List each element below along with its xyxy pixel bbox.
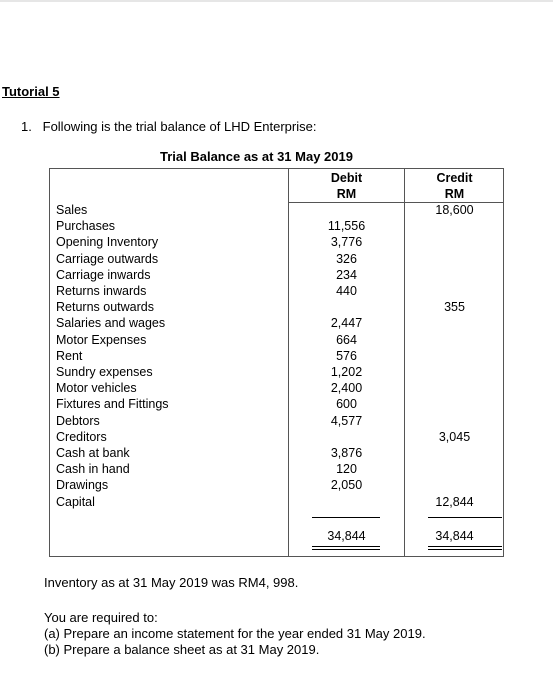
table-row: [50, 218, 503, 234]
question-number: 1.: [21, 119, 32, 134]
account-name: Carriage inwards: [56, 267, 151, 282]
debit-amount: 440: [336, 284, 357, 298]
credit-amount: 18,600: [435, 203, 474, 217]
table-row: [50, 251, 503, 267]
account-name: Cash in hand: [56, 462, 130, 477]
table-row: [50, 315, 503, 331]
table-row: [50, 494, 503, 510]
total-debit: 34,844: [327, 529, 366, 543]
credit-amount: 355: [444, 300, 465, 315]
debit-amount: 3,776: [330, 235, 363, 250]
page-heading: Tutorial 5: [2, 84, 60, 99]
debit-currency-label: RM: [336, 187, 357, 201]
account-name: Rent: [56, 348, 83, 363]
table-row: [50, 202, 503, 218]
account-name: Opening Inventory: [56, 235, 159, 250]
account-name: Salaries and wages: [56, 316, 166, 331]
debit-amount: 4,577: [330, 413, 363, 428]
debit-amount: 2,447: [330, 316, 363, 331]
account-name: Returns outwards: [56, 300, 154, 315]
table-row: [50, 445, 503, 461]
debit-amount: 326: [336, 251, 357, 266]
debit-column-header: [289, 170, 404, 202]
debit-amount: 664: [336, 332, 357, 347]
account-name: Debtors: [56, 413, 100, 428]
account-name: Drawings: [56, 478, 109, 493]
table-row: [50, 413, 503, 429]
account-name: Cash at bank: [56, 446, 130, 460]
inventory-note: Inventory as at 31 May 2019 was RM4, 998.: [44, 575, 299, 590]
credit-column-header: [405, 170, 504, 202]
table-row: [50, 283, 503, 299]
account-name: Sundry expenses: [56, 365, 153, 379]
account-name: Motor vehicles: [56, 381, 137, 396]
table-row: [50, 477, 503, 493]
account-name: Fixtures and Fittings: [56, 397, 169, 412]
question-body: Following is the trial balance of LHD Enterprise:: [42, 119, 317, 134]
account-name: Returns inwards: [56, 284, 147, 298]
debit-amount: 1,202: [330, 365, 363, 379]
table-row: [50, 348, 503, 364]
debit-amount: 2,050: [330, 478, 363, 493]
table-row: [50, 364, 503, 380]
top-border: [0, 0, 553, 2]
account-name: Motor Expenses: [56, 332, 147, 347]
requirement-b: (b) Prepare a balance sheet as at 31 May 2019.: [44, 642, 320, 657]
table-row: [50, 429, 503, 445]
requirements-block: [44, 610, 426, 658]
credit-header-label: Credit: [436, 171, 473, 185]
total-credit: 34,844: [435, 529, 474, 543]
trial-balance-table: [49, 168, 504, 557]
credit-amount: 3,045: [438, 429, 471, 444]
debit-header-label: Debit: [330, 171, 363, 185]
credit-subtotal-line: [428, 517, 502, 518]
debit-amount: 3,876: [330, 446, 363, 460]
trial-balance-title: Trial Balance as at 31 May 2019: [160, 149, 353, 164]
debit-subtotal-line: [312, 517, 380, 518]
debit-amount: 234: [336, 267, 357, 282]
table-row: [50, 461, 503, 477]
account-name: Purchases: [56, 219, 116, 234]
table-row: [50, 267, 503, 283]
account-name: Carriage outwards: [56, 251, 159, 266]
credit-amount: 12,844: [435, 494, 474, 509]
account-name: Sales: [56, 203, 88, 217]
requirement-a: (a) Prepare an income statement for the year ended 31 May 2019.: [44, 626, 426, 641]
requirements-intro: You are required to:: [44, 610, 158, 625]
debit-amount: 120: [336, 462, 357, 477]
question-text: [21, 119, 316, 134]
debit-double-underline: [312, 546, 380, 550]
debit-amount: 11,556: [327, 219, 366, 234]
table-row: [50, 332, 503, 348]
credit-currency-label: RM: [444, 187, 465, 201]
table-row: [50, 299, 503, 315]
debit-amount: 2,400: [330, 381, 363, 396]
credit-double-underline: [428, 546, 502, 550]
table-row: [50, 396, 503, 412]
account-name: Capital: [56, 494, 95, 509]
debit-amount: 576: [336, 348, 357, 363]
table-row: [50, 234, 503, 250]
table-row: [50, 380, 503, 396]
debit-amount: 600: [336, 397, 357, 412]
account-name: Creditors: [56, 429, 107, 444]
